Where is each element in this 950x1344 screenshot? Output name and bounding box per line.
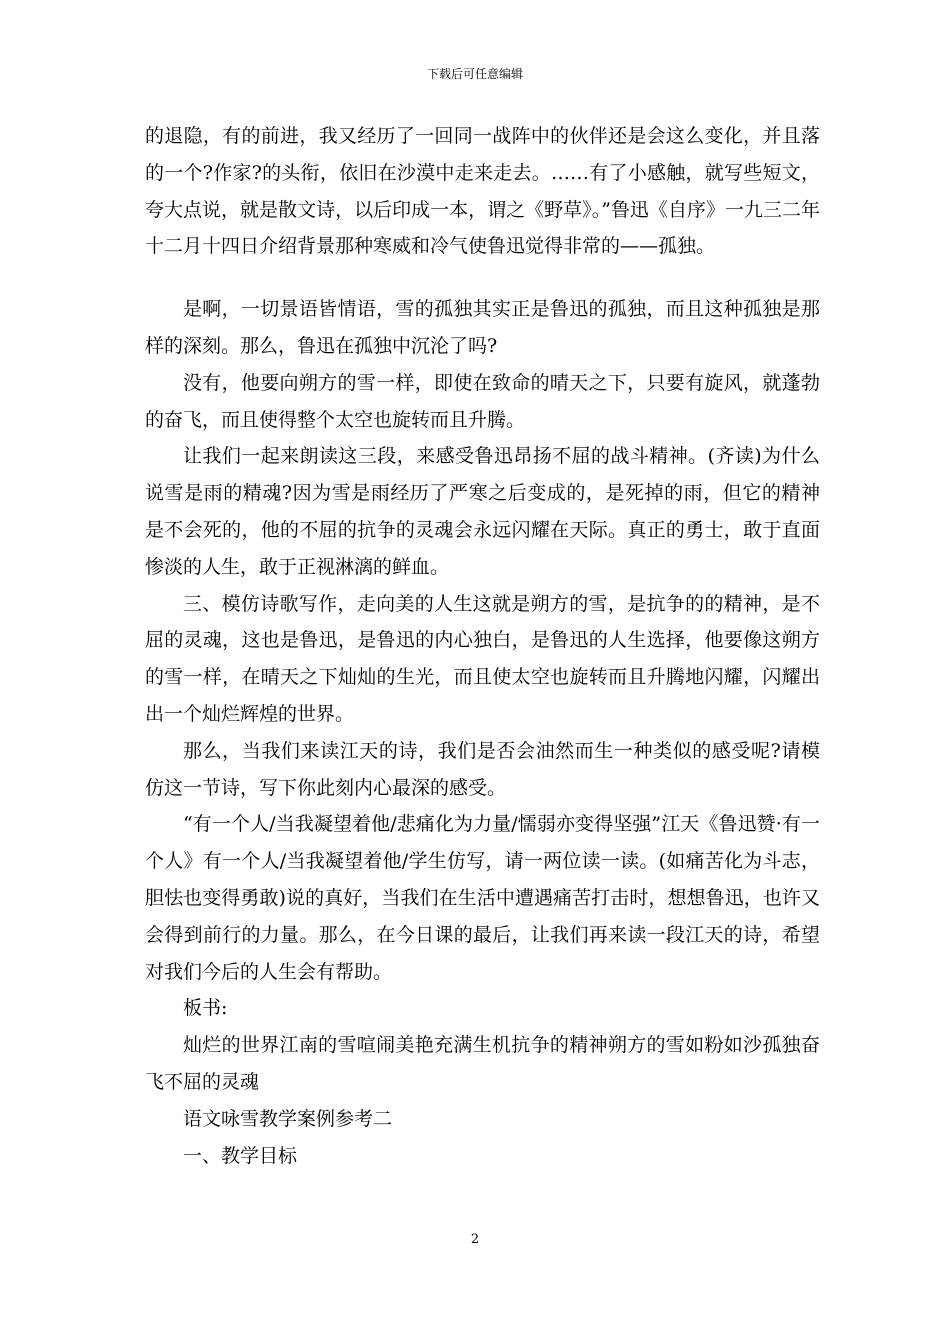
- section-heading: 一、教学目标: [183, 1144, 298, 1167]
- document-body: [145, 118, 820, 1174]
- paragraph: 三、模仿诗歌写作，走向美的人生这就是朔方的雪，是抗争的的精神，是不屈的灵魂，这也是鲁迅，是鲁迅的内心独白，是鲁迅的人生选择，他要像这朔方的雪一样，在晴天之下灿灿的生光，而且使太空也旋转而且升腾地闪耀，闪耀出出一个灿烂辉煌的世界。: [145, 592, 820, 725]
- paragraph: 是啊，一切景语皆情语，雪的孤独其实正是鲁迅的孤独，而且这种孤独是那样的深刻。那么，鲁迅在孤独中沉沦了吗?: [145, 298, 820, 357]
- section-title: 语文咏雪教学案例参考二: [183, 1107, 393, 1130]
- paragraph: 让我们一起来朗读这三段，来感受鲁迅昂扬不屈的战斗精神。(齐读)为什么说雪是雨的精魂?因为雪是雨经历了严寒之后变成的，是死掉的雨，但它的精神是不会死的，他的不屈的抗争的灵魂会永远闪耀在天际。真正的勇士，敢于直面惨淡的人生，敢于正视淋漓的鲜血。: [145, 445, 820, 578]
- page-number: 2: [470, 1232, 480, 1247]
- paragraph: “有一个人/当我凝望着他/悲痛化为力量/懦弱亦变得坚强”江天《鲁迅赞·有一个人》有一个人/当我凝望着他/学生仿写，请一两位读一读。(如痛苦化为斗志，胆怯也变得勇敢)说的真好，当我们在生活中遭遇痛苦打击时，想想鲁迅，也许又会得到前行的力量。那么，在今日课的最后，让我们再来读一段江天的诗，希望对我们今后的人生会有帮助。: [145, 813, 820, 983]
- blackboard-content: 灿烂的世界江南的雪喧闹美艳充满生机抗争的精神朔方的雪如粉如沙孤独奋飞不屈的灵魂: [145, 1034, 820, 1093]
- blackboard-label: 板书:: [183, 997, 228, 1020]
- paragraph-continued: 的退隐，有的前进，我又经历了一回同一战阵中的伙伴还是会这么变化，并且落的一个?作家?的头衔，依旧在沙漠中走来走去。……有了小感触，就写些短文，夸大点说，就是散文诗，以后印成一本，谓之《野草》。”鲁迅《自序》一九三二年十二月十四日介绍背景那种寒威和冷气使鲁迅觉得非常的——孤独。: [145, 125, 820, 258]
- paragraph-gap: [145, 265, 820, 291]
- paragraph: 没有，他要向朔方的雪一样，即使在致命的晴天之下，只要有旋风，就蓬勃的奋飞，而且使得整个太空也旋转而且升腾。: [145, 371, 820, 431]
- paragraph: 那么，当我们来读江天的诗，我们是否会油然而生一种类似的感受呢?请模仿这一节诗，写下你此刻内心最深的感受。: [145, 739, 820, 799]
- page-header: 下载后可任意编辑: [426, 67, 523, 81]
